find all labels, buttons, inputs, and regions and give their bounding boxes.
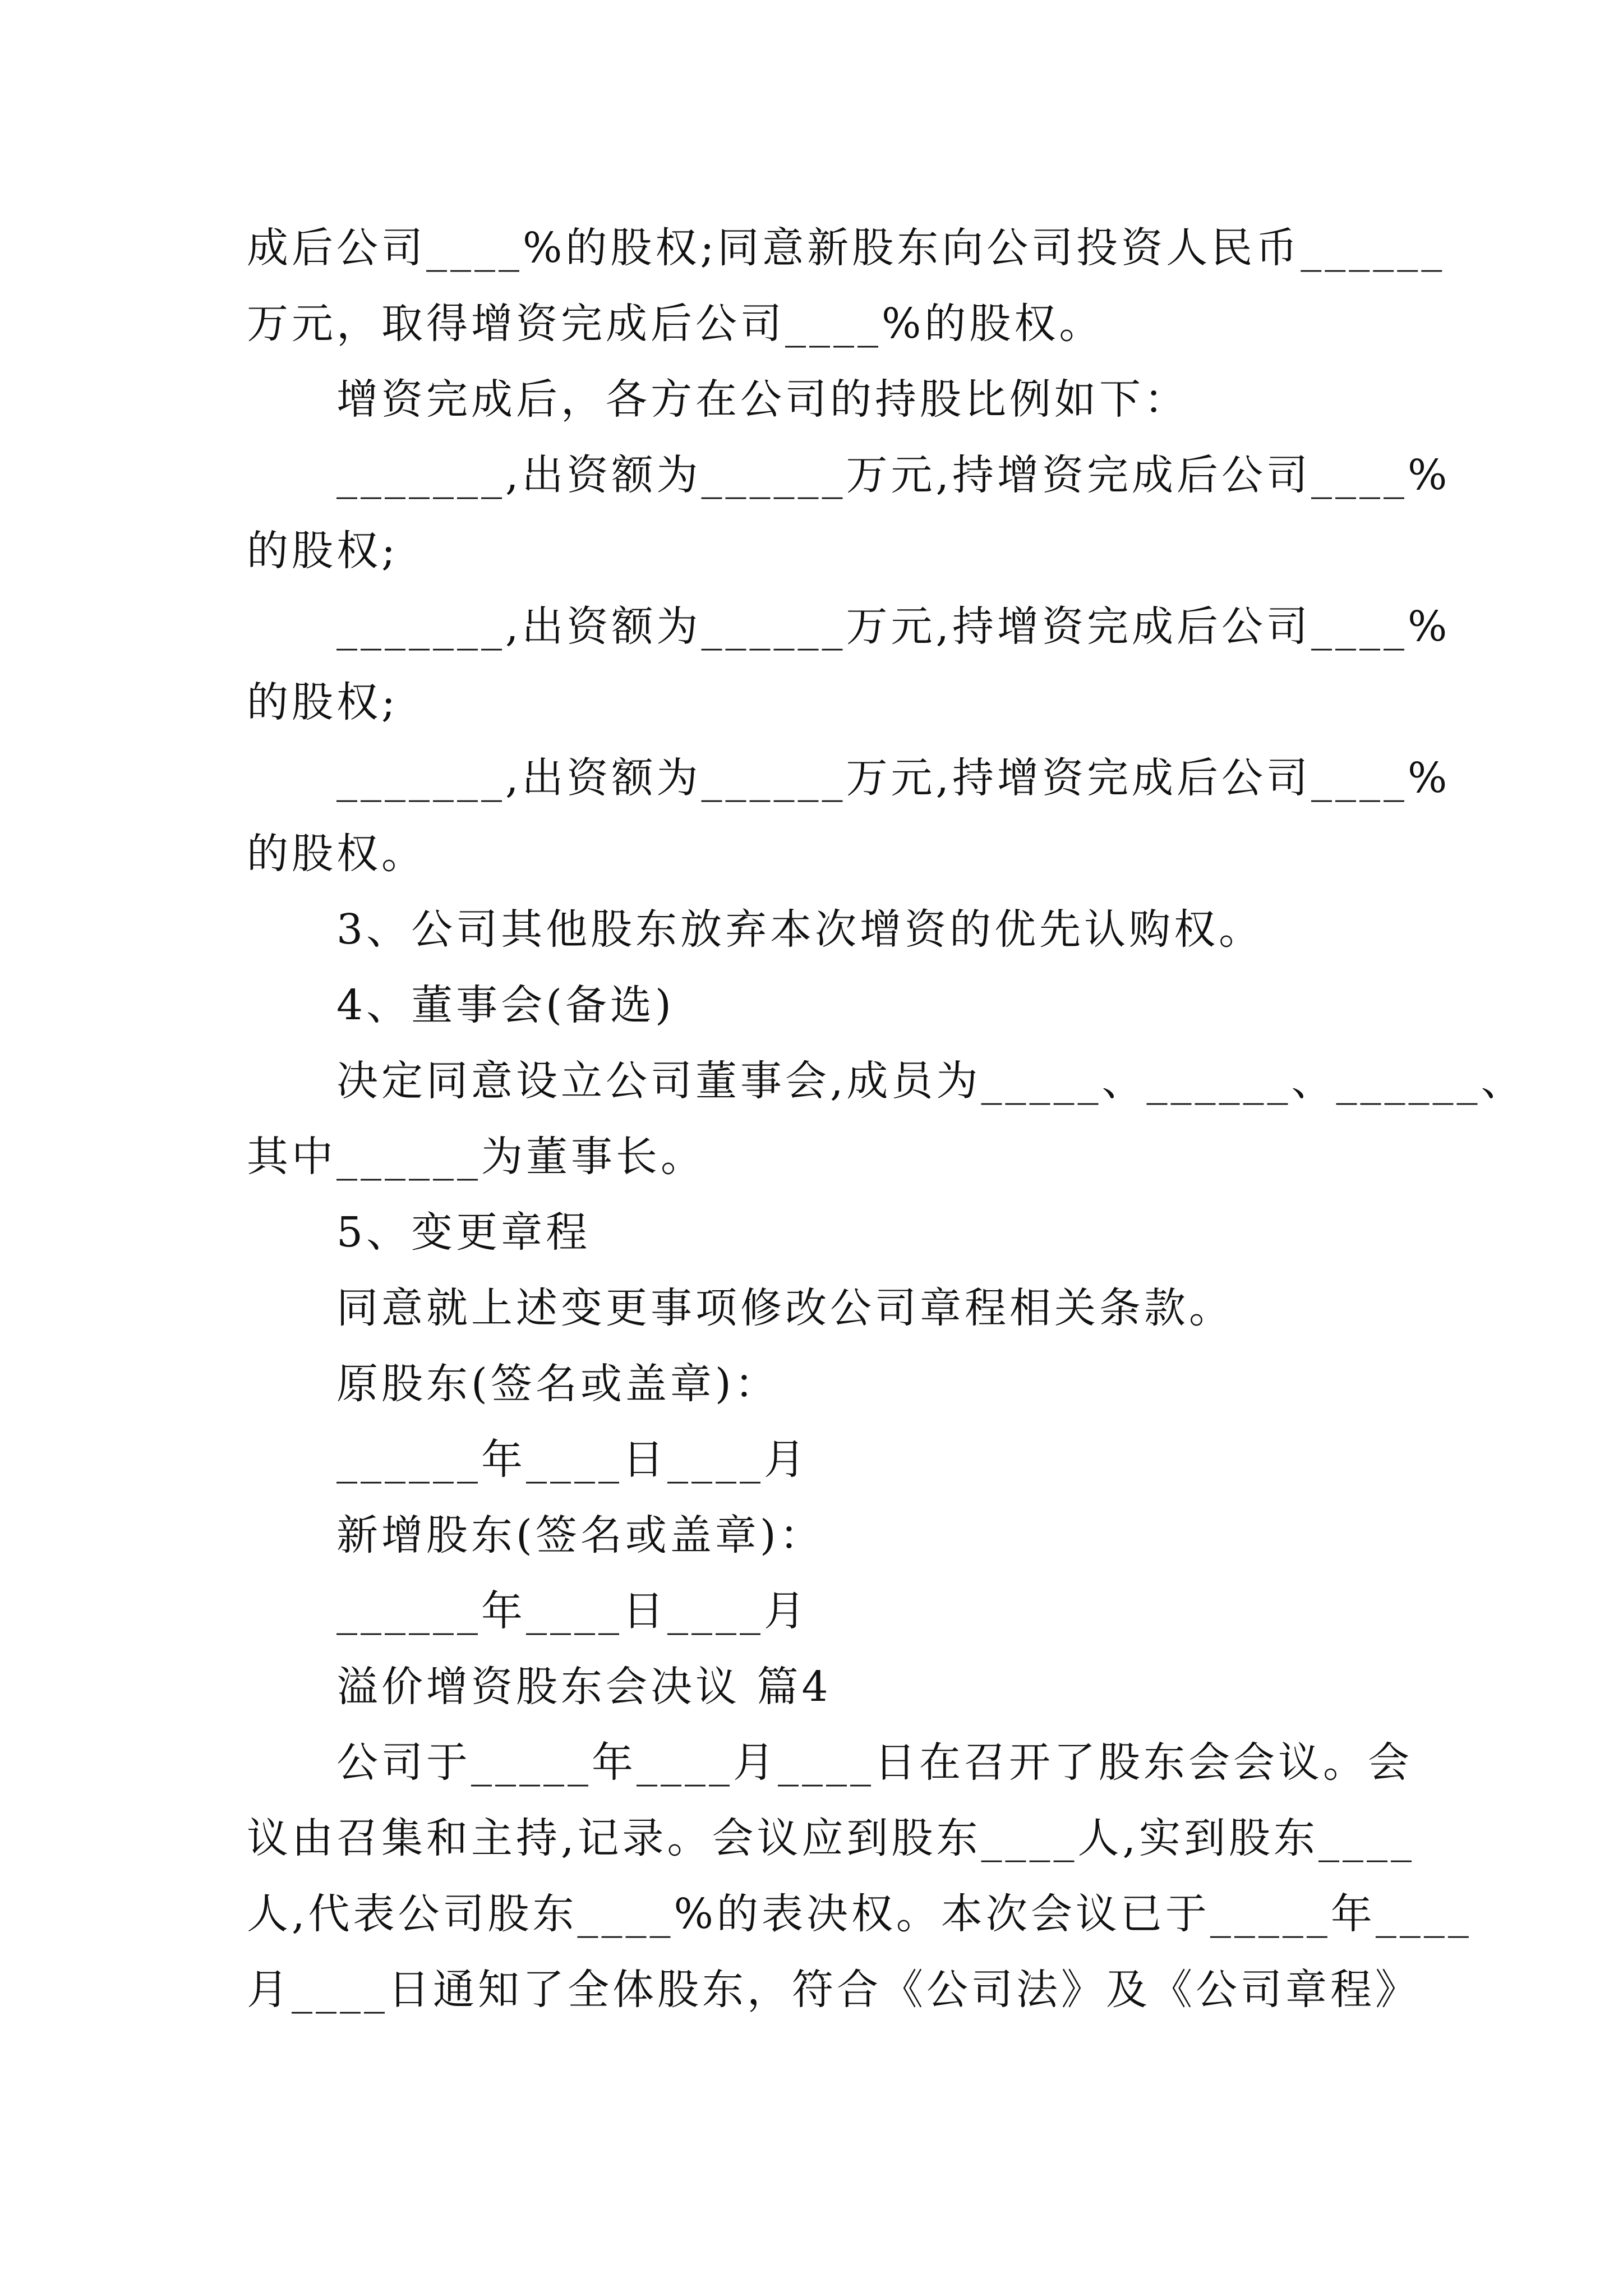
text-line: 月____日通知了全体股东，符合《公司法》及《公司章程》 xyxy=(247,1966,1420,2014)
text-line: 万元，取得增资完成后公司____%的股权。 xyxy=(247,300,1104,348)
text-line: _______,出资额为______万元,持增资完成后公司____% xyxy=(336,754,1451,802)
signature-label: 原股东(签名或盖章)： xyxy=(336,1360,780,1408)
section-heading: 4、董事会(备选) xyxy=(336,981,675,1029)
text-line: 增资完成后，各方在公司的持股比例如下： xyxy=(336,375,1189,424)
text-line: 的股权; xyxy=(247,678,399,726)
signature-label: 新增股东(签名或盖章)： xyxy=(336,1511,824,1559)
date-line: ______年____日____月 xyxy=(336,1435,809,1484)
text-line: 成后公司____%的股权;同意新股东向公司投资人民币______ xyxy=(247,224,1446,272)
section-heading: 5、变更章程 xyxy=(336,1208,591,1257)
text-line: 的股权; xyxy=(247,527,399,575)
text-line: 同意就上述变更事项修改公司章程相关条款。 xyxy=(336,1284,1234,1332)
text-line: _______,出资额为______万元,持增资完成后公司____% xyxy=(336,602,1451,651)
text-line: 议由召集和主持,记录。会议应到股东____人,实到股东____ xyxy=(247,1814,1415,1862)
text-line: _______,出资额为______万元,持增资完成后公司____% xyxy=(336,451,1451,499)
text-line: 的股权。 xyxy=(247,830,426,878)
text-line: 人,代表公司股东____%的表决权。本次会议已于_____年____ xyxy=(247,1890,1472,1938)
text-line: 公司于_____年____月____日在召开了股东会会议。会 xyxy=(336,1738,1413,1787)
text-line: 3、公司其他股东放弃本次增资的优先认购权。 xyxy=(336,905,1264,954)
section-title: 溢价增资股东会决议 篇4 xyxy=(336,1663,832,1711)
text-line: 决定同意设立公司董事会,成员为_____、______、______、 xyxy=(336,1057,1526,1105)
date-line: ______年____日____月 xyxy=(336,1587,809,1635)
text-line: 其中______为董事长。 xyxy=(247,1133,706,1181)
